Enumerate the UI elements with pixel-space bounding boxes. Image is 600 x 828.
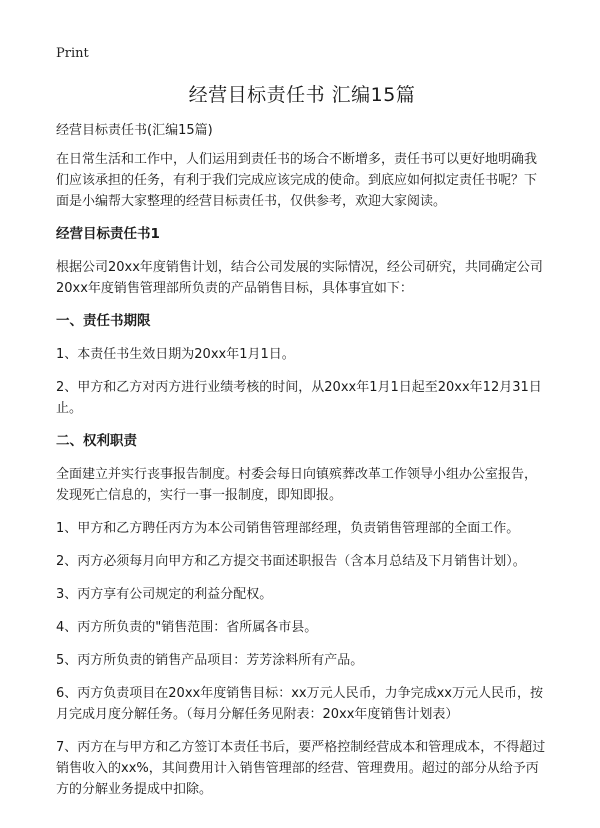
intro-paragraph: 在日常生活和工作中，人们运用到责任书的场合不断增多，责任书可以更好地明确我们应该承担的任务，有利于我们完成应该完成的使命。到底应如何拟定责任书呢？下面是小编帮大家整理的经营目标责任书，仅供参考，欢迎大家阅读。 [56,152,538,209]
part1-heading: 一、责任书期限 [56,313,151,329]
part2-heading: 二、权利职责 [56,433,137,449]
part2-item: 3、丙方享有公司规定的利益分配权。 [56,587,273,602]
section1-heading: 经营目标责任书1 [56,226,160,242]
part2-item: 2、丙方必须每月向甲方和乙方提交书面述职报告（含本月总结及下月销售计划）。 [56,554,526,569]
part2-item: 5、丙方所负责的销售产品项目：芳芳涂料所有产品。 [56,653,364,668]
part2-item: 4、丙方所负责的"销售范围：省所属各市县。 [56,620,318,635]
part2-item: 1、甲方和乙方聘任丙方为本公司销售管理部经理，负责销售管理部的全面工作。 [56,521,520,536]
document-subtitle: 经营目标责任书(汇编15篇) [56,123,213,138]
document-body [56,120,548,812]
part2-item: 6、丙方负责项目在20xx年度销售目标：xx万元人民币，力争完成xx万元人民币，按月完成月度分解任务。（每月分解任务见附表：20xx年度销售计划表） [56,686,543,722]
print-label: Print [56,46,89,61]
section1-paragraph: 根据公司20xx年度销售计划，结合公司发展的实际情况，经公司研究，共同确定公司20xx年度销售管理部所负责的产品销售目标，具体事宜如下： [56,260,543,296]
part2-intro: 全面建立并实行丧事报告制度。村委会每日向镇殡葬改革工作领导小组办公室报告，发现死亡信息的，实行一事一报制度，即知即报。 [56,467,538,503]
part1-item: 1、本责任书生效日期为20xx年1月1日。 [56,347,295,362]
part1-item: 2、甲方和乙方对丙方进行业绩考核的时间，从20xx年1月1日起至20xx年12月31日止。 [56,380,542,416]
document-title: 经营目标责任书 汇编15篇 [188,84,416,106]
part2-item: 7、丙方在与甲方和乙方签订本责任书后，要严格控制经营成本和管理成本，不得超过销售收入的xx%，其间费用计入销售管理部的经营、管理费用。超过的部分从给予丙方的分解业务提成中扣除。 [56,740,546,797]
